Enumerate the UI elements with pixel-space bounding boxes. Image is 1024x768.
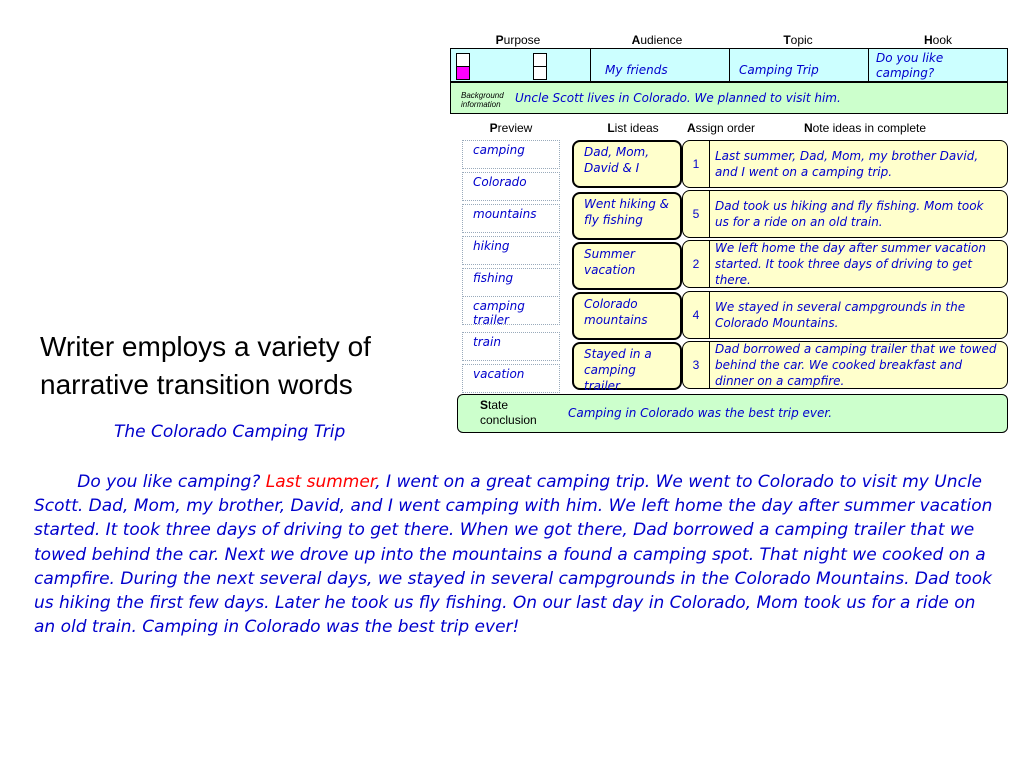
- preview-word: camping trailer: [462, 296, 560, 325]
- purpose-header: Purpose: [495, 33, 541, 47]
- preview-word: train: [462, 332, 560, 361]
- story-text: Do you like camping?: [77, 472, 266, 492]
- background-label: Background information: [461, 91, 504, 109]
- audience-cell: [590, 49, 730, 81]
- purpose-checkbox[interactable]: [533, 66, 547, 80]
- preview-header: Preview: [489, 121, 533, 135]
- note-idea-box: [682, 291, 1008, 339]
- hook-value: Do you like camping?: [876, 51, 944, 80]
- preview-word: hiking: [462, 236, 560, 265]
- assign-order-number: 4: [683, 292, 710, 338]
- hook-cell: [868, 49, 1007, 81]
- note-ideas-header: Note ideas in complete: [803, 121, 927, 135]
- list-idea: Stayed in a camping trailer: [572, 342, 682, 390]
- preview-word: vacation: [462, 364, 560, 393]
- note-idea-text: Dad borrowed a camping trailer that we towed behind the car. We cooked breakfast and dinner on a campfire.: [715, 342, 997, 388]
- assign-order-header: Assign order: [686, 121, 756, 135]
- story-paragraph: [34, 470, 994, 639]
- story-indent: [34, 472, 77, 492]
- background-information-box: [450, 82, 1008, 114]
- list-ideas-header: List ideas: [607, 121, 659, 135]
- assign-order-number: 3: [683, 342, 710, 388]
- background-text: Uncle Scott lives in Colorado. We planned to visit him.: [515, 91, 841, 105]
- topic-cell: [729, 49, 869, 81]
- purpose-checkbox[interactable]: [456, 66, 470, 80]
- story-title: The Colorado Camping Trip: [114, 422, 346, 442]
- list-idea: Dad, Mom, David & I: [572, 140, 682, 188]
- list-idea: Colorado mountains: [572, 292, 682, 340]
- preview-word: Colorado: [462, 172, 560, 201]
- list-idea: Summer vacation: [572, 242, 682, 290]
- state-conclusion-text: Camping in Colorado was the best trip ever.: [568, 406, 833, 420]
- note-idea-text: We stayed in several campgrounds in the Colorado Mountains.: [715, 300, 966, 330]
- state-conclusion-label: State conclusion: [480, 398, 537, 427]
- purpose-checkbox[interactable]: [533, 53, 547, 67]
- preview-word: camping: [462, 140, 560, 169]
- state-conclusion-box: [457, 394, 1008, 433]
- preview-word: fishing: [462, 268, 560, 297]
- assign-order-number: 5: [683, 191, 710, 237]
- note-idea-text: Dad took us hiking and fly fishing. Mom took us for a ride on an old train.: [715, 199, 984, 229]
- note-idea-box: [682, 240, 1008, 288]
- audience-header: Audience: [631, 33, 683, 47]
- audience-value: My friends: [605, 63, 668, 77]
- page-heading: Writer employs a variety of narrative transition words: [40, 331, 371, 400]
- note-idea-text: We left home the day after summer vacation started. It took three days of driving to get there.: [715, 241, 986, 287]
- assign-order-number: 1: [683, 141, 710, 187]
- topic-value: Camping Trip: [739, 63, 819, 77]
- purpose-audience-topic-hook-row: [450, 48, 1008, 82]
- purpose-checkbox[interactable]: [456, 53, 470, 67]
- note-idea-box: [682, 190, 1008, 238]
- transition-word: Last summer: [265, 472, 376, 492]
- story-text: , I went on a great camping trip. We went to Colorado to visit my Uncle Scott. Dad, Mom, my brother, David, and I went camping with him. We left home the day after summer vacation started. It took three days of driving to get there. When we got there, Dad borrowed a camping trailer that we towed behind the car. Next we drove up into the mountains a found a camping spot. That night we cooked on a campfire. During the next several days, we stayed in several campgrounds in the Colorado Mountains. Dad took us hiking the first few days. Later he took us fly fishing. On our last day in Colorado, Mom took us for a ride on an old train. Camping in Colorado was the best trip ever!: [34, 472, 993, 638]
- note-idea-text: Last summer, Dad, Mom, my brother David, and I went on a camping trip.: [715, 149, 979, 179]
- topic-header: Topic: [783, 33, 813, 47]
- assign-order-number: 2: [683, 241, 710, 287]
- hook-header: Hook: [923, 33, 953, 47]
- note-idea-box: [682, 341, 1008, 389]
- note-idea-box: [682, 140, 1008, 188]
- purpose-cell: [451, 49, 591, 81]
- list-idea: Went hiking & fly fishing: [572, 192, 682, 240]
- preview-word: mountains: [462, 204, 560, 233]
